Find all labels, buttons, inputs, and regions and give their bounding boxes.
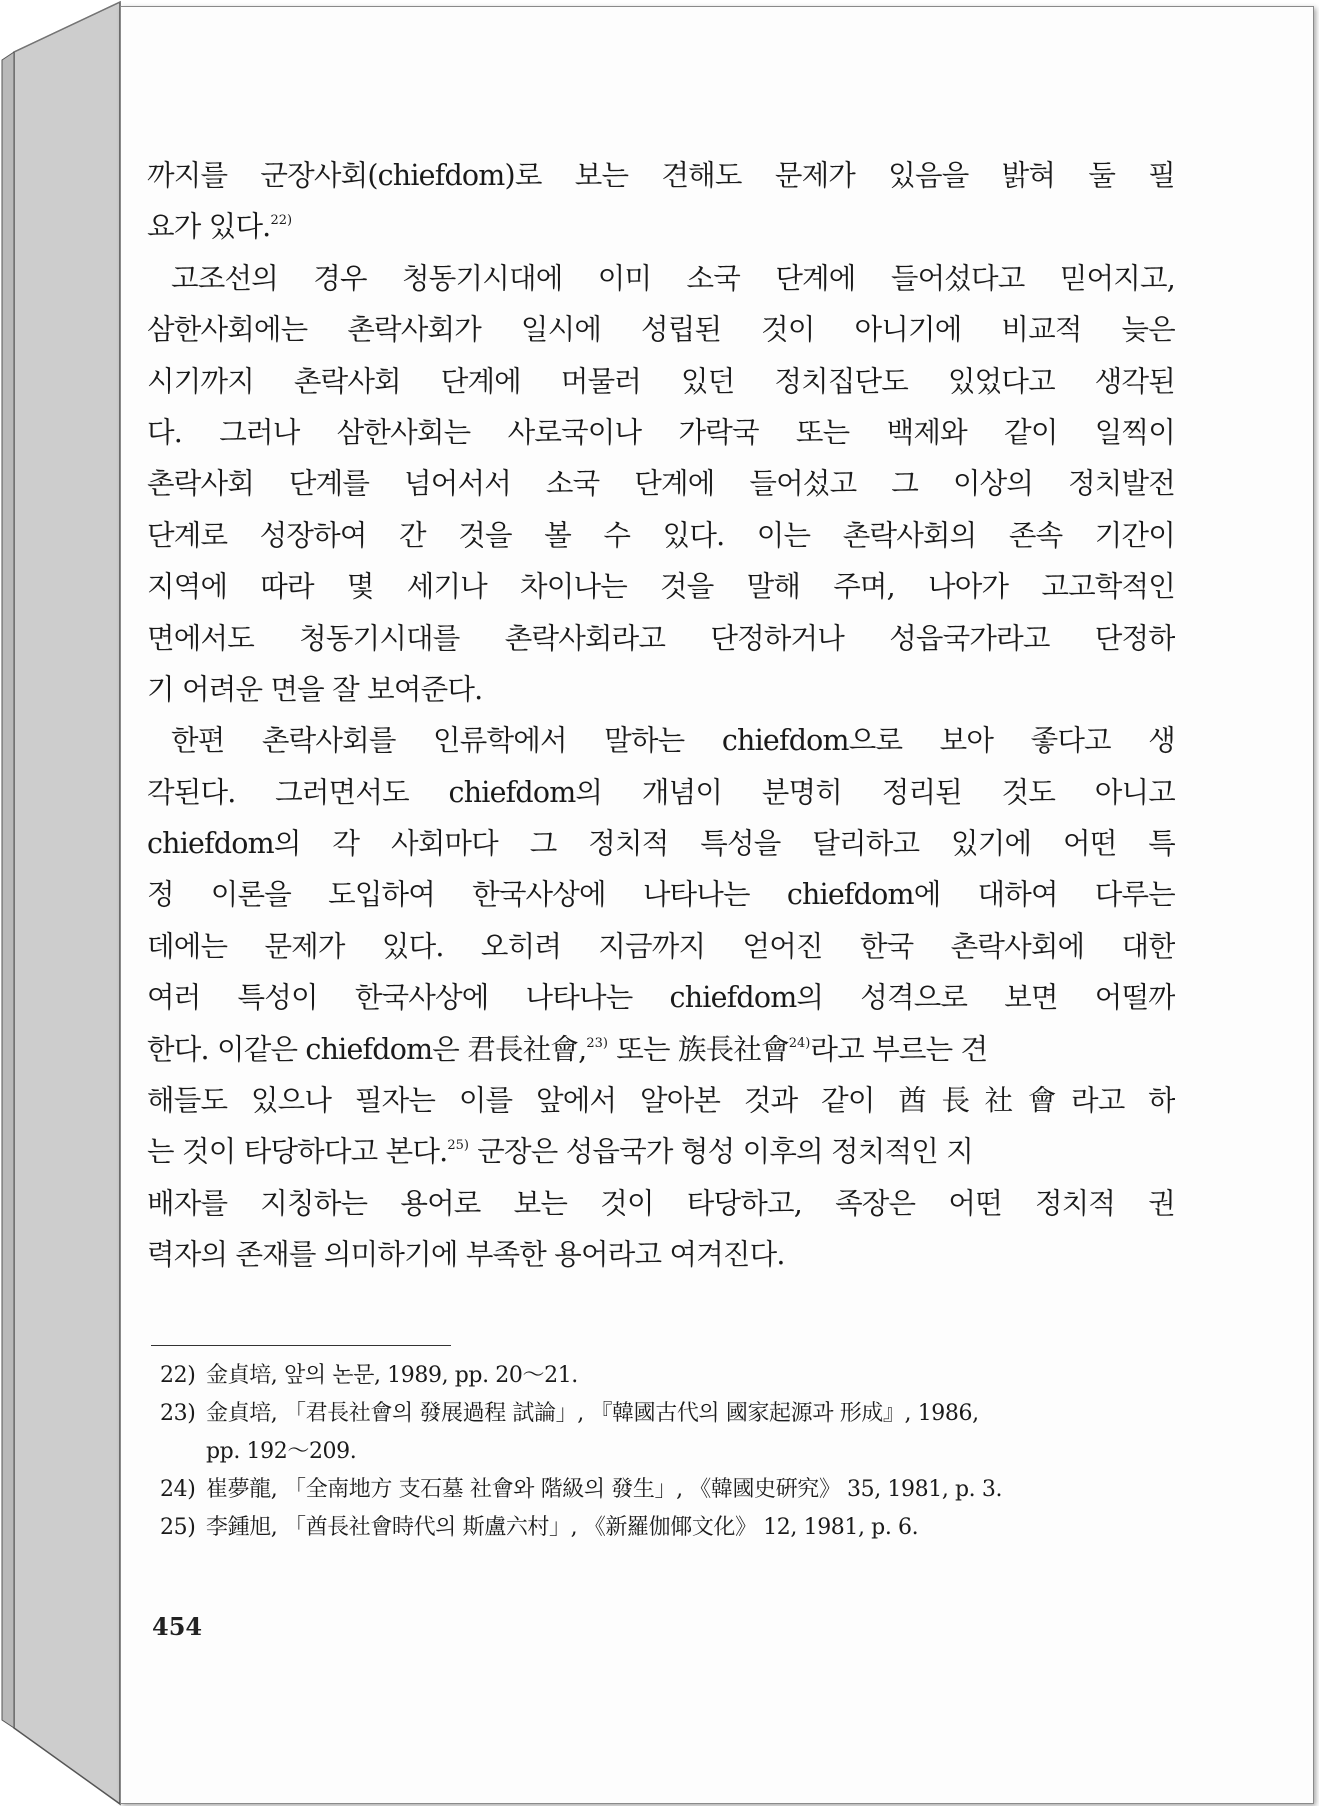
footnote-ref: 23) — [586, 1035, 608, 1051]
text-line: 면에서도 청동기시대를 촌락사회라고 단정하거나 성읍국가라고 단정하 — [147, 621, 1175, 655]
text-line: 력자의 존재를 의미하기에 부족한 용어라고 여겨진다. — [147, 1238, 785, 1272]
text-line: 데에는 문제가 있다. 오히려 지금까지 얻어진 한국 촌락사회에 대한 — [147, 929, 1175, 963]
footnote-ref: 22) — [270, 213, 293, 229]
text-line: 지역에 따라 몇 세기나 차이나는 것을 말해 주며, 나아가 고고학적인 — [147, 570, 1175, 604]
footnote: 23) 金貞培, 「君長社會의 發展過程 試論」, 『韓國古代의 國家起源과 形成』, 1986, — [160, 1401, 979, 1426]
text-line: 요가 있다.$^{22)}$ — [147, 210, 293, 244]
text-line: 삼한사회에는 촌락사회가 일시에 성립된 것이 아니기에 비교적 늦은 — [147, 313, 1175, 347]
text-line: 단계로 성장하여 간 것을 볼 수 있다. 이는 촌락사회의 존속 기간이 — [147, 518, 1175, 552]
text-line: 각된다. 그러면서도 chiefdom의 개념이 분명히 정리된 것도 아니고 — [147, 775, 1175, 809]
text-line: 시기까지 촌락사회 단계에 머물러 있던 정치집단도 있었다고 생각된 — [147, 364, 1175, 398]
footnote-continuation: pp. 192～209. — [206, 1439, 357, 1464]
footnotes — [160, 1357, 1175, 1547]
text-line: 한다. 이같은 chiefdom은 君長社會,$^{23)}$ 또는 族長社會$^{24)}$라고 부르는 견 — [147, 1032, 988, 1066]
text-line: 까지를 군장사회(chiefdom)로 보는 견해도 문제가 있음을 밝혀 둘 필 — [147, 159, 1175, 192]
text-line: 촌락사회 단계를 넘어서서 소국 단계에 들어섰고 그 이상의 정치발전 — [147, 467, 1175, 501]
footnote: 25) 李鍾旭, 「酋長社會時代의 斯盧六村」, 《新羅伽倻文化》 12, 1981, p. 6. — [160, 1515, 919, 1540]
text-line: 여러 특성이 한국사상에 나타나는 chiefdom의 성격으로 보면 어떨까 — [147, 981, 1175, 1015]
text-line: 기 어려운 면을 잘 보여준다. — [147, 672, 483, 706]
page-number: 454 — [152, 1612, 203, 1641]
text-line: chiefdom의 각 사회마다 그 정치적 특성을 달리하고 있기에 어떤 특 — [147, 827, 1175, 861]
text-line: 다. 그러나 삼한사회는 사로국이나 가락국 또는 백제와 같이 일찍이 — [147, 415, 1175, 449]
footnote-ref: 24) — [788, 1035, 811, 1051]
text-line: 는 것이 타당하다고 본다.$^{25)}$ 군장은 성읍국가 형성 이후의 정치적인 지 — [147, 1135, 973, 1169]
footnote-divider — [151, 1345, 451, 1346]
text-line: 한편 촌락사회를 인류학에서 말하는 chiefdom으로 보아 좋다고 생 — [171, 724, 1175, 758]
text-line: 정 이론을 도입하여 한국사상에 나타나는 chiefdom에 대하여 다루는 — [147, 878, 1175, 912]
footnote: 24) 崔夢龍, 「全南地方 支石墓 社會와 階級의 發生」, 《韓國史硏究》 35, 1981, p. 3. — [160, 1477, 1003, 1502]
footnote: 22) 金貞培, 앞의 논문, 1989, pp. 20～21. — [160, 1363, 578, 1388]
text-line: 해들도 있으나 필자는 이를 앞에서 알아본 것과 같이 酋長社會라고 하 — [147, 1084, 1175, 1118]
body-text — [147, 150, 1175, 1281]
footnote-ref: 25) — [447, 1138, 469, 1154]
text-line: 배자를 지칭하는 용어로 보는 것이 타당하고, 족장은 어떤 정치적 권 — [147, 1186, 1175, 1220]
text-line: 고조선의 경우 청동기시대에 이미 소국 단계에 들어섰다고 믿어지고, — [171, 261, 1175, 295]
